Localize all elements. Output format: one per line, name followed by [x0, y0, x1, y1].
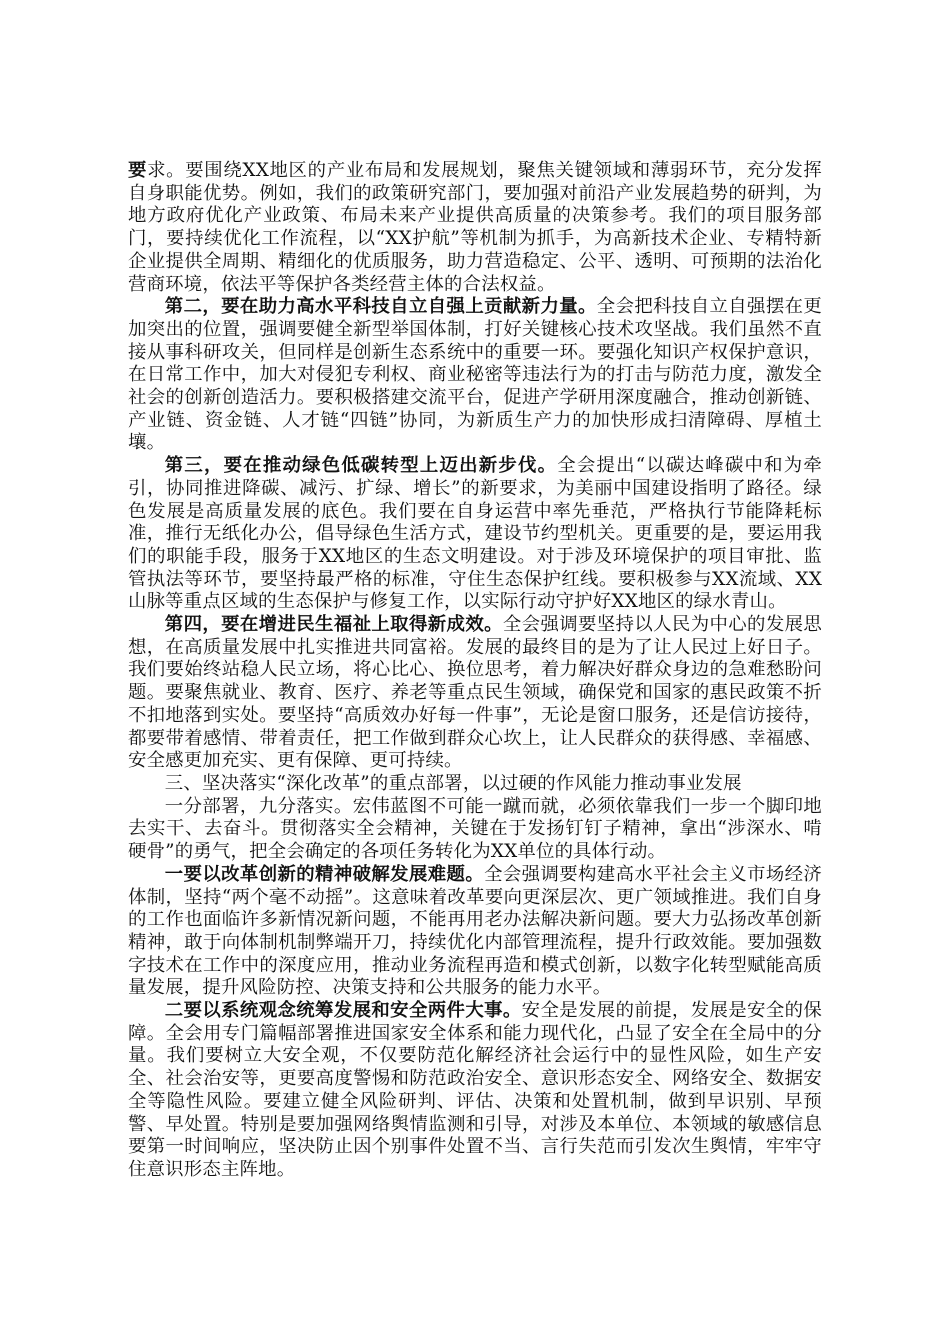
- paragraph-text: 全会把科技自立自强摆在更加突出的位置，强调要健全新型举国体制，打好关键核心技术攻坚战。我们虽然不直接从事科研攻关，但同样是创新生态系统中的重要一环。要强化知识产权保护意识，在日常工作中，加大对侵犯专利权、商业秘密等违法行为的打击与防范力度，激发全社会的创新创造活力。要积极搭建交流平台，促进产学研用深度融合，推动创新链、产业链、资金链、人才链“四链”协同，为新质生产力的加快形成扫清障碍、厚植土壤。: [128, 296, 822, 454]
- section-heading: 三、坚决落实“深化改革”的重点部署，以过硬的作风能力推动事业发展: [164, 772, 742, 794]
- paragraph-lead: 第二，要在助力高水平科技自立自强上贡献新力量。: [164, 296, 597, 318]
- paragraph-text: 求。要围绕XX地区的产业布局和发展规划，聚焦关键领域和薄弱环节，充分发挥自身职能优势。例如，我们的政策研究部门，要加强对前沿产业发展趋势的研判，为地方政府优化产业政策、布局未来产业提供高质量的决策参考。我们的项目服务部门，要持续优化工作流程，以“XX护航”等机制为抓手，为高新技术企业、专精特新企业提供全周期、精细化的优质服务，助力营造稳定、公平、透明、可预期的法治化营商环境，依法平等保护各类经营主体的合法权益。: [128, 160, 823, 295]
- paragraph-text: 全会强调要坚持以人民为中心的发展思想，在高质量发展中扎实推进共同富裕。发展的最终目的是为了让人民过上好日子。我们要始终站稳人民立场，将心比心、换位思考，着力解决好群众身边的急难愁盼问题。要聚焦就业、教育、医疗、养老等重点民生领域，确保党和国家的惠民政策不折不扣地落到实处。要坚持“高质效办好每一件事”，无论是窗口服务，还是信访接待，都要带着感情、带着责任，把工作做到群众心坎上，让人民群众的获得感、幸福感、安全感更加充实、更有保障、更可持续。: [128, 614, 822, 772]
- paragraph-lead: 第四，要在增进民生福祉上取得新成效。: [164, 614, 503, 636]
- paragraph-text: 一分部署，九分落实。宏伟蓝图不可能一蹴而就，必须依靠我们一步一个脚印地去实干、去奋斗。贯彻落实全会精神，关键在于发扬钉钉子精神，拿出“涉深水、啃硬骨”的勇气，把全会确定的各项任务转化为XX单位的具体行动。: [128, 795, 822, 863]
- paragraph-1: [128, 160, 822, 296]
- paragraph-text: 全会提出“以碳达峰碳中和为牵引，协同推进降碳、减污、扩绿、增长”的新要求，为美丽中国建设指明了路径。绿色发展是高质量发展的底色。我们要在自身运营中率先垂范，严格执行节能降耗标准，推行无纸化办公，倡导绿色生活方式，建设节约型机关。更重要的是，要运用我们的职能手段，服务于XX地区的生态文明建设。对于涉及环境保护的项目审批、监管执法等环节，要坚持最严格的标准，守住生态保护红线。要积极参与XX流域、XX山脉等重点区域的生态保护与修复工作，以实际行动守护好XX地区的绿水青山。: [128, 455, 822, 613]
- paragraph-3: [128, 455, 822, 614]
- paragraph-lead: 二要以系统观念统筹发展和安全两件大事。: [164, 1000, 522, 1022]
- paragraph-text: 全会强调要构建高水平社会主义市场经济体制，坚持“两个毫不动摇”。这意味着改革要向更深层次、更广领域推进。我们自身的工作也面临许多新情况新问题，不能再用老办法解决新问题。要大力弘扬改革创新精神，敢于向体制机制弊端开刀，持续优化内部管理流程，提升行政效能。要加强数字技术在工作中的深度应用，推动业务流程再造和模式创新，以数字化转型赋能高质量发展，提升风险防控、决策支持和公共服务的能力水平。: [128, 863, 822, 999]
- paragraph-lead: 第三，要在推动绿色低碳转型上迈出新步伐。: [164, 455, 558, 477]
- paragraph-8: [128, 1000, 822, 1182]
- paragraph-lead: 要: [128, 160, 148, 181]
- paragraph-2: [128, 296, 822, 455]
- paragraph-4: [128, 614, 822, 773]
- document-page: [128, 160, 822, 1182]
- paragraph-7: [128, 864, 822, 1000]
- paragraph-text: 安全是发展的前提，发展是安全的保障。全会用专门篇幅部署推进国家安全体系和能力现代化，凸显了安全在全局中的分量。我们要树立大安全观，不仅要防范化解经济社会运行中的显性风险，如生产安全、社会治安等，更要高度警惕和防范政治安全、意识形态安全、网络安全、数据安全等隐性风险。要建立健全风险研判、评估、决策和处置机制，做到早识别、早预警、早处置。特别是要加强网络舆情监测和引导，对涉及本单位、本领域的敏感信息要第一时间响应，坚决防止因个别事件处置不当、言行失范而引发次生舆情，牢牢守住意识形态主阵地。: [128, 1000, 822, 1180]
- paragraph-lead: 一要以改革创新的精神破解发展难题。: [164, 863, 485, 885]
- paragraph-6: [128, 796, 822, 864]
